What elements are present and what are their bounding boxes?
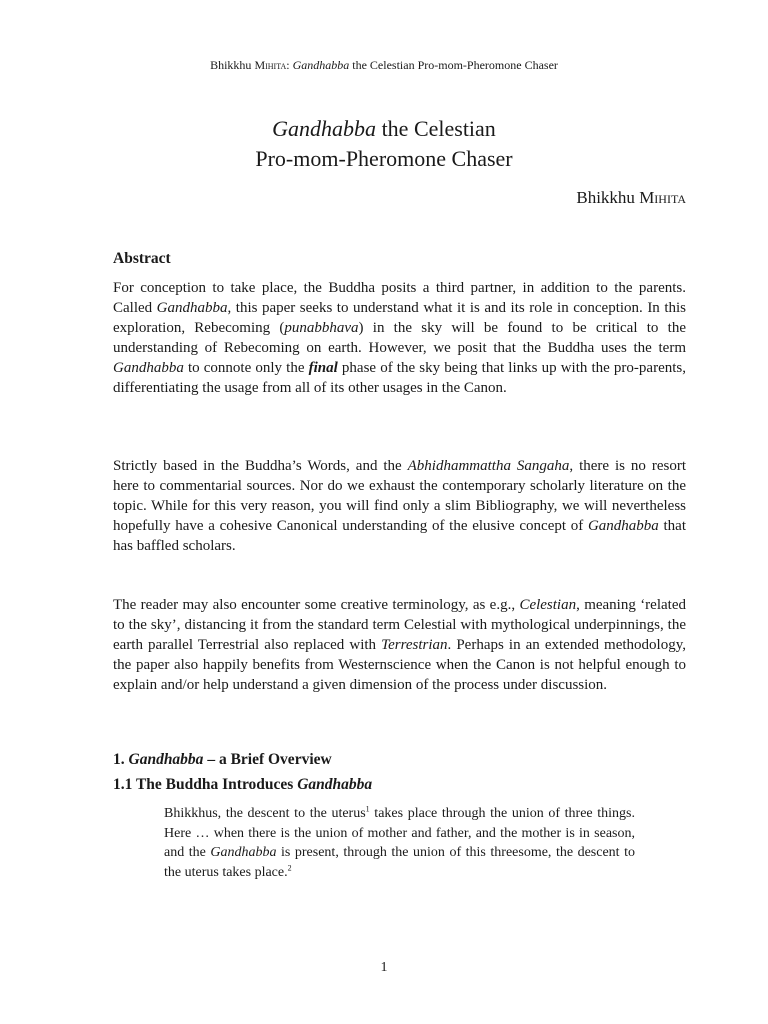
abstract-paragraph-1 bbox=[113, 278, 686, 398]
section-title-rest: – a Brief Overview bbox=[203, 751, 332, 768]
text-run: , meaning ‘related to the sky’, distancing it from the standard term Celestial with mythological underpinnings, the earth parallel Terrestrial also replaced with bbox=[113, 597, 686, 653]
text-run: , there is no resort here to commentarial sources. Nor do we exhaust the contemporary scholarly literature on the topic. While for this very reason, you will find only a slim Bibliography, we will nevertheless hopefully have a cohesive Canonical understanding of the elusive concept of bbox=[113, 458, 686, 534]
paper-title bbox=[0, 114, 768, 174]
title-italic: Gandhabba bbox=[272, 116, 377, 141]
title-line-1 bbox=[0, 114, 768, 144]
text-run: is present, through the union of this threesome, the descent to the uterus takes place. bbox=[164, 845, 635, 880]
footnote-ref-2[interactable]: 2 bbox=[287, 862, 292, 872]
italic-term: Gandhabba bbox=[210, 845, 277, 860]
section-heading-1-1 bbox=[113, 776, 372, 794]
text-run: , this paper seeks to understand what it is and its role in conception. In this exploration, Rebecoming ( bbox=[113, 300, 686, 336]
abstract-heading: Abstract bbox=[113, 250, 171, 267]
abstract-paragraph-2 bbox=[113, 456, 686, 556]
author-last: Mihita bbox=[639, 188, 686, 207]
text-run: takes place through the union of three things. Here … when there is the union of mother and father, and the mother is in season, and the bbox=[164, 806, 635, 860]
running-head bbox=[0, 58, 768, 73]
running-head-title-italic: Gandhabba bbox=[292, 58, 350, 72]
italic-term: Gandhabba bbox=[113, 360, 184, 376]
running-head-author-last: Mihita bbox=[254, 58, 287, 72]
page-number: 1 bbox=[380, 960, 388, 975]
text-run: The reader may also encounter some creative terminology, as e.g., bbox=[113, 597, 520, 613]
running-head-title-rest: the Celestian Pro-mom-Pheromone Chaser bbox=[349, 58, 558, 72]
running-head-author-first: Bhikkhu bbox=[210, 58, 255, 72]
text-run: For conception to take place, the Buddha posits a third partner, in addition to the parents. Called bbox=[113, 280, 686, 316]
italic-term: Celestian bbox=[519, 597, 577, 613]
italic-term: Terrestrian bbox=[381, 637, 448, 653]
running-head-sep: : bbox=[286, 58, 293, 72]
footnote-ref-1[interactable]: 1 bbox=[365, 804, 370, 814]
text-run: Strictly based in the Buddha’s Words, and the bbox=[113, 458, 408, 474]
subsection-title-italic: Gandhabba bbox=[297, 776, 373, 793]
title-line1-rest: the Celestian bbox=[376, 116, 496, 141]
text-run: to connote only the bbox=[183, 360, 309, 376]
text-run: phase of the sky being that links up with the pro-parents, differentiating the usage from all of its other usages in the Canon. bbox=[113, 360, 686, 396]
section-title-italic: Gandhabba bbox=[128, 751, 204, 768]
author-byline bbox=[576, 188, 686, 208]
text-run: Bhikkhus, the descent to the uterus bbox=[164, 806, 366, 821]
subsection-label: 1.1 The Buddha Introduces bbox=[113, 776, 298, 793]
italic-term: Gandhabba bbox=[587, 518, 659, 534]
bold-italic-term: final bbox=[308, 360, 338, 376]
italic-term: Abhidhammattha Sangaha bbox=[407, 458, 570, 474]
title-line-2: Pro-mom-Pheromone Chaser bbox=[255, 146, 513, 171]
author-first: Bhikkhu bbox=[576, 188, 640, 207]
text-run: that has baffled scholars. bbox=[113, 518, 686, 554]
section-number: 1. bbox=[113, 751, 129, 768]
block-quote bbox=[164, 804, 635, 882]
italic-term: Gandhabba bbox=[156, 300, 228, 316]
text-run: . Perhaps in an extended methodology, the paper also happily benefits from Westernscience when the Canon is not helpful enough to explain and/or help understand a given dimension of the process under discussion. bbox=[113, 637, 686, 693]
section-heading-1 bbox=[113, 751, 332, 769]
abstract-paragraph-3 bbox=[113, 595, 686, 695]
text-run: ) in the sky will be found to be critical to the understanding of Rebecoming on earth. However, we posit that the Buddha uses the term bbox=[113, 320, 686, 356]
italic-term: punabbhava bbox=[284, 320, 359, 336]
